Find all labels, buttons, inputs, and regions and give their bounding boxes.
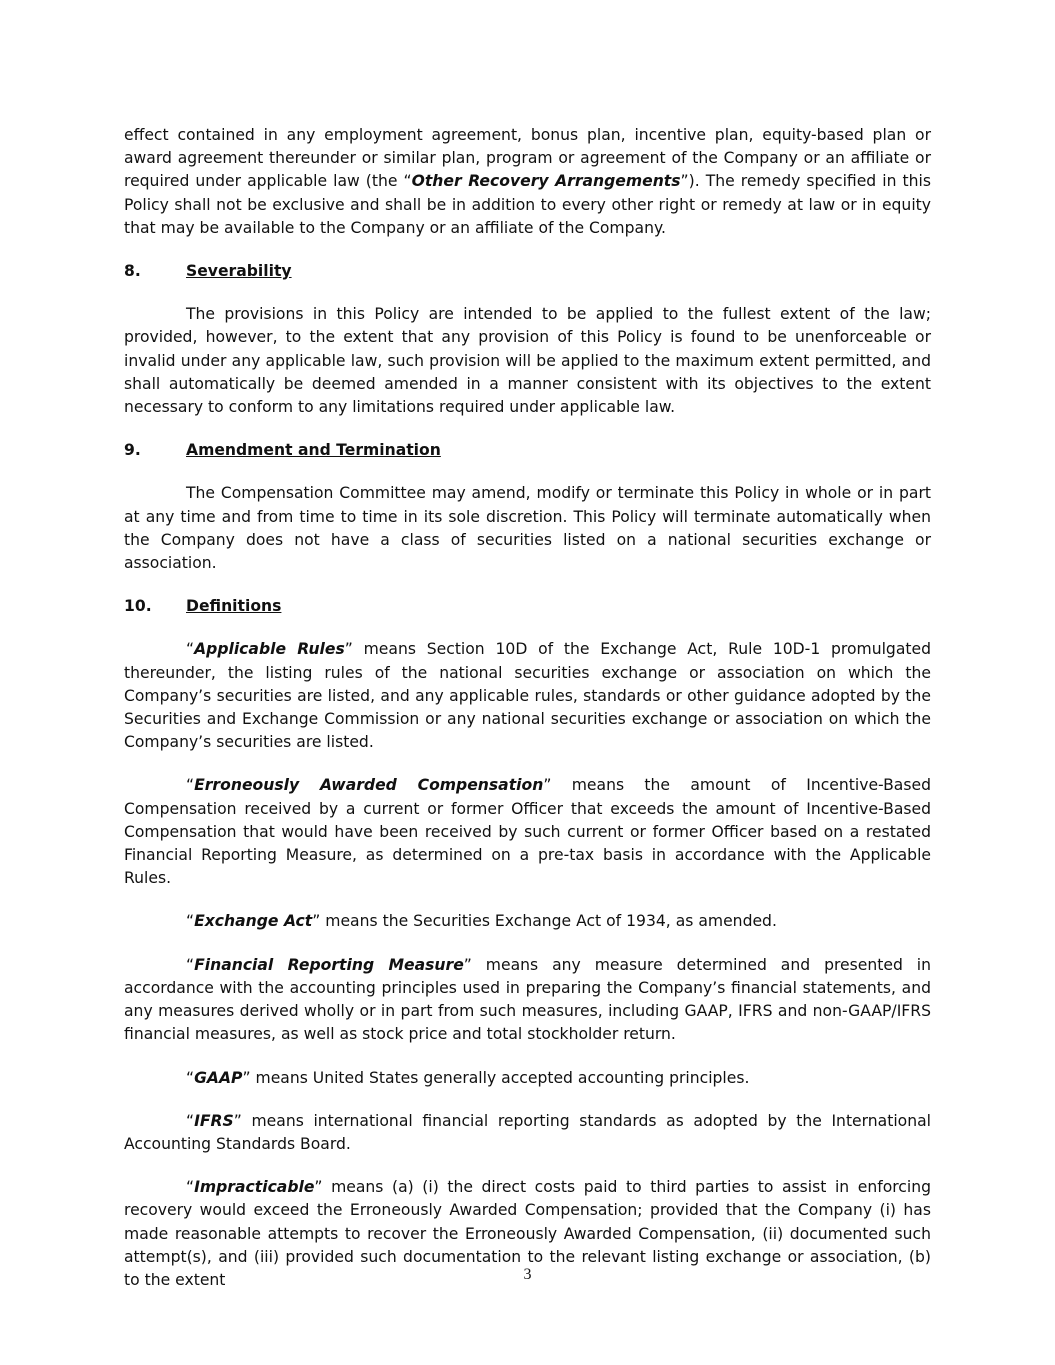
section-title: Definitions xyxy=(186,597,282,616)
section-title: Amendment and Termination xyxy=(186,441,441,460)
section-title: Severability xyxy=(186,262,292,281)
document-body xyxy=(124,124,931,1292)
defined-term: Erroneously Awarded Compensation xyxy=(194,776,544,795)
defined-term: Financial Reporting Measure xyxy=(194,955,464,974)
defined-term: IFRS xyxy=(194,1111,234,1130)
section-number: 8. xyxy=(124,262,141,281)
continuation-paragraph: effect contained in any employment agreement, bonus plan, incentive plan, equity-based plan or award agreement thereunder or similar plan, program or agreement of the Company or an affiliate or required under applicable law (the “Other Recovery Arrangements”). The remedy specified in this Policy shall not be exclusive and shall be in addition to every other right or remedy at law or in equity that may be available to the Company or an affiliate of the Company. xyxy=(124,126,931,237)
defined-term: Impracticable xyxy=(194,1178,315,1197)
definition-paragraph: “Impracticable” means (a) (i) the direct costs paid to third parties to assist in enforcing recovery would exceed the Erroneously Awarded Compensation; provided that the Company (i) has made reasonable attempts to recover the Erroneously Awarded Compensation, (ii) documented such attempt(s), and (iii) provided such documentation to the relevant listing exchange or association, (b) to the extent xyxy=(124,1178,931,1289)
definition-paragraph: “GAAP” means United States generally accepted accounting principles. xyxy=(186,1068,750,1087)
section-heading-severability xyxy=(124,260,931,283)
defined-term: Exchange Act xyxy=(194,912,313,931)
definition-paragraph: “Applicable Rules” means Section 10D of the Exchange Act, Rule 10D-1 promulgated thereunder, the listing rules of the national securities exchange or association on which the Company’s securities are listed, and any applicable rules, standards or other guidance adopted by the Securities and Exchange Commission or any national securities exchange or association on which the Company’s securities are listed. xyxy=(124,640,931,752)
defined-term: Applicable Rules xyxy=(194,640,345,659)
section-number: 10. xyxy=(124,597,152,616)
definition-paragraph: “Exchange Act” means the Securities Exchange Act of 1934, as amended. xyxy=(186,912,777,931)
section-heading-definitions xyxy=(124,595,931,618)
section-number: 9. xyxy=(124,441,141,460)
definition-paragraph: “Financial Reporting Measure” means any measure determined and presented in accordance with the accounting principles used in preparing the Company’s financial statements, and any measures derived wholly or in part from such measures, including GAAP, IFRS and non-GAAP/IFRS financial measures, as well as stock price and total stockholder return. xyxy=(124,955,931,1044)
amendment-paragraph: The Compensation Committee may amend, modify or terminate this Policy in whole or in part at any time and from time to time in its sole discretion. This Policy will terminate automatically when the Company does not have a class of securities listed on a national securities exchange or association. xyxy=(124,484,931,573)
definition-paragraph: “Erroneously Awarded Compensation” means the amount of Incentive-Based Compensation received by a current or former Officer that exceeds the amount of Incentive-Based Compensation that would have been received by such current or former Officer based on a restated Financial Reporting Measure, as determined on a pre-tax basis in accordance with the Applicable Rules. xyxy=(124,776,931,888)
defined-term: Other Recovery Arrangements xyxy=(411,172,681,191)
definition-paragraph: “IFRS” means international financial reporting standards as adopted by the International Accounting Standards Board. xyxy=(124,1111,931,1153)
section-heading-amendment xyxy=(124,439,931,462)
defined-term: GAAP xyxy=(194,1068,243,1087)
page-number: 3 xyxy=(523,1266,532,1283)
severability-paragraph: The provisions in this Policy are intended to be applied to the fullest extent of the law; provided, however, to the extent that any provision of this Policy is found to be unenforceable or invalid under any applicable law, such provision will be applied to the maximum extent permitted, and shall automatically be deemed amended in a manner consistent with its objectives to the extent necessary to conform to any limitations required under applicable law. xyxy=(124,305,931,417)
